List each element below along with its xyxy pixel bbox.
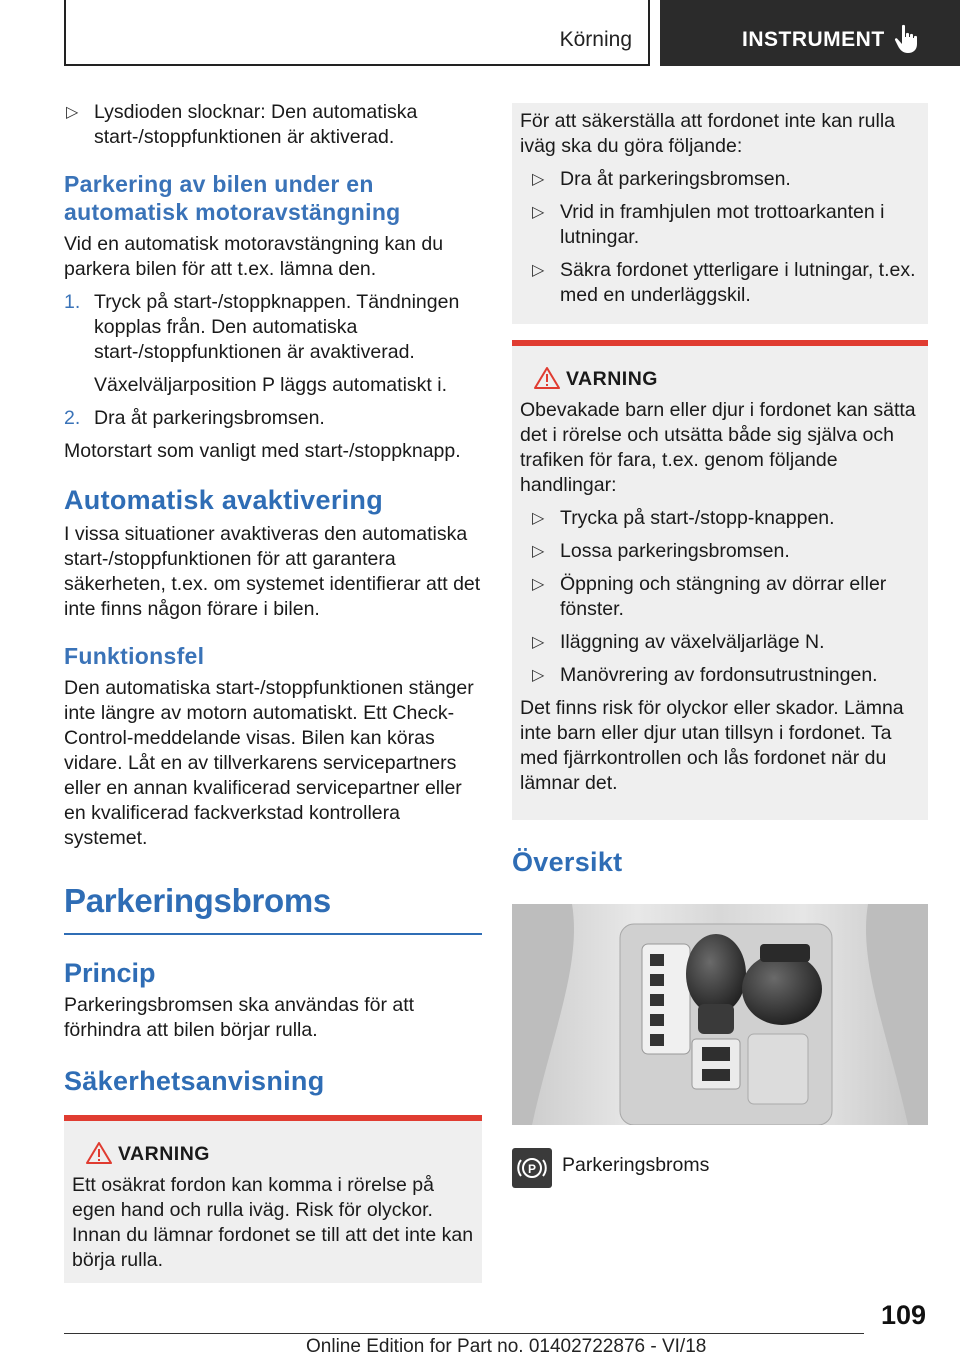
heading-avaktivering: Automatisk avaktivering [64, 485, 384, 515]
list-item [530, 630, 920, 655]
list-item [530, 539, 920, 564]
paragraph-avaktivering: I vissa situationer avaktiveras den automatiska start-/stoppfunktionen för att garantera säkerheten, t.ex. om systemet identifierar att det inte finns någon förare i bilen. [64, 523, 481, 620]
info-box-intro: För att säkerställa att fordonet inte kan rulla iväg ska du göra följande: [520, 110, 896, 157]
list-item [530, 200, 920, 250]
list-item-text: Lysdioden slocknar: Den automatiska start-/stoppfunktionen är aktiverad. [94, 101, 418, 148]
triangle-bullet-icon: ▷ [532, 667, 545, 684]
warning-title: VARNING [118, 1143, 210, 1165]
step-number: 1. [64, 291, 81, 313]
list-item [530, 506, 920, 531]
step-item [64, 290, 482, 365]
left-column [64, 100, 482, 1283]
step-text: Dra åt parkeringsbromsen. [94, 407, 325, 429]
warning-box [64, 1115, 482, 1283]
page-number: 109 [880, 1300, 926, 1330]
list-item [530, 258, 920, 308]
step-text: Tryck på start-/stoppknappen. Tändningen kopplas från. Den automatiska start-/stoppfunktionen är avaktiverad. [94, 291, 460, 363]
heading-princip: Princip [64, 958, 156, 988]
triangle-bullet-icon: ▷ [532, 543, 545, 560]
heading-oversikt: Översikt [512, 847, 623, 877]
list-item-text: Manövrering av fordonsutrustningen. [560, 664, 878, 686]
warning-header [72, 1141, 474, 1169]
list-item-text: Säkra fordonet ytterligare i lutningar, t.ex. med en underläggskil. [560, 259, 916, 306]
heading-parkering: Parkering av bilen under en automatisk motoravstängning [64, 171, 401, 225]
paragraph-princip: Parkeringsbromsen ska användas för att förhindra att bilen börjar rulla. [64, 994, 415, 1041]
triangle-bullet-icon: ▷ [532, 262, 545, 279]
list-item [530, 572, 920, 622]
legend-item [512, 1148, 928, 1192]
warning-text: Ett osäkrat fordon kan komma i rörelse på egen hand och rulla iväg. Risk för olyckor. Innan du lämnar fordonet se till att det inte kan börja rulla. [72, 1174, 474, 1271]
parking-brake-icon [512, 1148, 552, 1188]
list-item [64, 100, 482, 150]
warning-outro: Det finns risk för olyckor eller skador. Lämna inte barn eller djur utan tillsyn i fordonet. Ta med fjärrkontrollen och lås fordonet när du lämnar det. [520, 697, 904, 794]
list-item-text: Lossa parkeringsbromsen. [560, 540, 790, 562]
step-item [64, 373, 482, 398]
triangle-bullet-icon: ▷ [532, 576, 545, 593]
paragraph-parkering: Vid en automatisk motoravstängning kan du parkera bilen för att t.ex. lämna den. [64, 233, 444, 280]
section-label: INSTRUMENT [742, 28, 885, 51]
list-item-text: Iläggning av växelväljarläge N. [560, 631, 825, 653]
svg-text:P: P [527, 1162, 537, 1176]
step-item [64, 406, 482, 431]
right-column [512, 103, 928, 1192]
triangle-bullet-icon: ▷ [532, 510, 545, 527]
warning-header [520, 366, 920, 394]
warning-triangle-icon [534, 366, 560, 390]
header-section-tab [660, 0, 960, 66]
chapter-label: Körning [559, 28, 632, 51]
footer-divider [64, 1333, 864, 1334]
header-chapter-box [64, 0, 650, 66]
list-item-text: Dra åt parkeringsbromsen. [560, 168, 791, 190]
triangle-bullet-icon: ▷ [532, 171, 545, 188]
heading-funktionsfel: Funktionsfel [64, 643, 205, 669]
step-text: Växelväljarposition P läggs automatiskt i. [94, 374, 447, 396]
warning-intro: Obevakade barn eller djur i fordonet kan sätta det i rörelse och utsätta både sig själva och trafiken för fara, t.ex. genom följande handlingar: [520, 399, 916, 496]
list-item-text: Vrid in framhjulen mot trottoarkanten i lutningar. [560, 201, 885, 248]
list-item-text: Trycka på start-/stopp-knappen. [560, 507, 835, 529]
triangle-bullet-icon: ▷ [532, 634, 545, 651]
heading-sakerhetsanvisning: Säkerhetsanvisning [64, 1066, 325, 1096]
list-item [530, 167, 920, 192]
footer-edition: Online Edition for Part no. 01402722876 - VI/18 [306, 1336, 707, 1357]
triangle-bullet-icon: ▷ [66, 104, 79, 121]
step-number: 2. [64, 407, 81, 429]
warning-title: VARNING [566, 368, 658, 390]
paragraph-funktionsfel: Den automatiska start-/stoppfunktionen stänger inte längre av motorn automatiskt. Ett Check-Control-meddelande visas. Bilen kan köras vidare. Låt en av tillverkarens servicepartners eller en annan kvalificerad servicepartner eller en kvalificerad fackverkstad kontrollera systemet. [64, 677, 474, 849]
center-console-photo [512, 904, 928, 1125]
list-item [530, 663, 920, 688]
legend-label: Parkeringsbroms [562, 1154, 710, 1176]
warning-triangle-icon [86, 1141, 112, 1165]
pointing-hand-icon [894, 24, 922, 54]
info-box [512, 103, 928, 324]
paragraph-motorstart: Motorstart som vanligt med start-/stoppknapp. [64, 440, 461, 462]
heading-parkeringsbroms: Parkeringsbroms [64, 881, 482, 935]
warning-box [512, 340, 928, 820]
triangle-bullet-icon: ▷ [532, 204, 545, 221]
list-item-text: Öppning och stängning av dörrar eller fönster. [560, 573, 887, 620]
